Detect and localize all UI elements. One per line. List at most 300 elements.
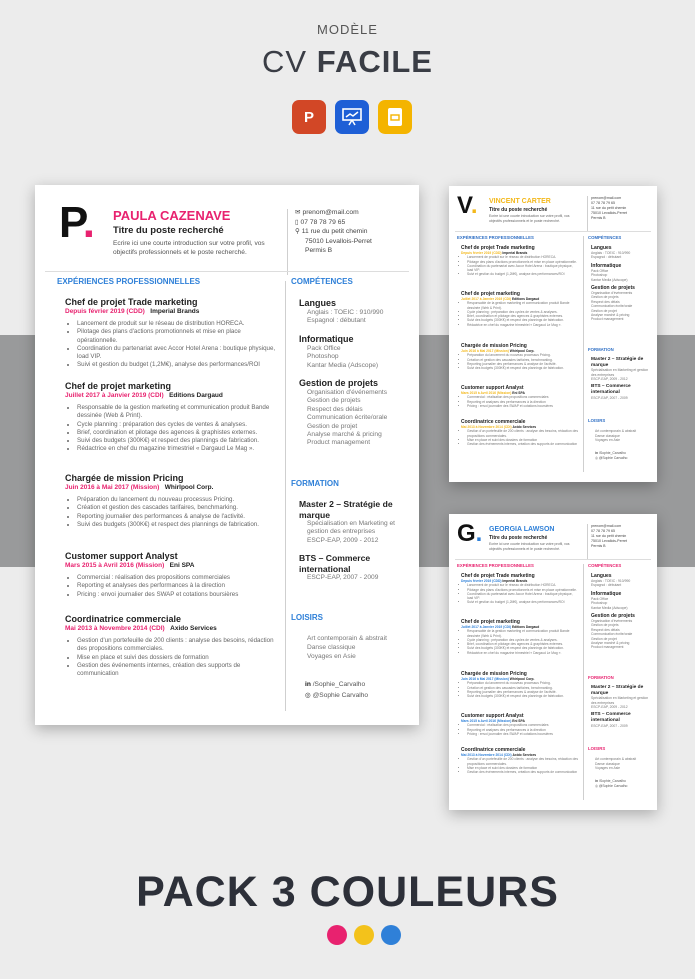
address-line-2: 75010 Levallois-Perret: [305, 237, 372, 245]
job-bullet: • Brief, coordination et pilotage des agences & graphistes externes.: [467, 314, 579, 318]
linkedin-row: in /Sophie_Carvalho: [305, 681, 366, 688]
job-bullet: • Responsable de la gestion marketing et communication produit Bande dessinée (Web & Print).: [77, 404, 277, 420]
pink-dot: [327, 925, 347, 945]
skills-block: [591, 245, 653, 322]
job-date: Juillet 2017 à Janvier 2019 (CDI): [461, 297, 512, 301]
hobby-item: Art contemporain & abstrait: [595, 429, 637, 433]
cv-name: VINCENT CARTER: [489, 198, 551, 205]
job-date: Mai 2013 à Novembre 2014 (CDI): [461, 425, 512, 429]
job-bullet: • Création et gestion des cascades tarifaires, benchmarking.: [77, 504, 277, 512]
experience-heading: EXPÉRIENCES PROFESSIONNELLES: [57, 277, 201, 286]
job-bullet: • Reporting journalier des performances & analyse de l'activité.: [77, 513, 277, 521]
skill-item: Photoshop: [307, 353, 339, 361]
phone: 07 78 78 79 65: [591, 529, 615, 533]
job-date: Juin 2016 à Mai 2017 (Mission): [65, 484, 160, 491]
job-company: Editions Dargaud: [511, 297, 540, 301]
job-bullet: • Préparation du lancement du nouveau processus Pricing.: [467, 353, 579, 357]
hobby-item: Voyages en Asie: [307, 653, 356, 661]
job-company: Whirlpool Corp.: [164, 484, 214, 491]
job-meta: [65, 562, 277, 570]
hobbies-heading: LOISIRS: [588, 746, 606, 751]
job-meta: [65, 308, 277, 316]
job-bullets: [461, 255, 579, 276]
job-bullets: [65, 320, 277, 369]
skill-group: [299, 377, 414, 448]
job-bullet: • Coordination du partenariat avec Accor Hotel Arena : boutique physique, load VIP.: [467, 264, 579, 273]
address-row: ⚲ 11 rue du petit chemin: [295, 228, 368, 235]
header-title: CV FACILE: [262, 44, 433, 79]
job-entry: [461, 291, 579, 343]
job-date: Mai 2013 à Novembre 2014 (CDI): [461, 753, 512, 757]
column-divider: [583, 564, 584, 800]
job-entry: [461, 245, 579, 291]
contact-divider: [587, 524, 588, 560]
skill-group-title: Informatique: [591, 262, 622, 269]
address-line-1: 11 rue du petit chemin: [591, 206, 627, 210]
main-cv-page: [35, 185, 419, 725]
job-title: Customer support Analyst: [461, 713, 524, 719]
instagram-row: ◎ @Sophie Carvalho: [595, 784, 628, 789]
job-company: Editions Dargaud: [511, 625, 540, 629]
education-item: ESCP-EAP, 2007 - 2009: [307, 574, 379, 582]
education-item: ESCP-EAP, 2007 - 2009: [591, 723, 628, 728]
experience-heading: EXPÉRIENCES PROFESSIONNELLES: [457, 235, 534, 240]
job-entry: [461, 419, 579, 446]
job-date: Juin 2016 à Mai 2017 (Mission): [461, 349, 509, 353]
skill-item: Gestion de projets: [591, 295, 619, 300]
job-bullet: • Pilotage des plans d'actions promotionnels et mise en place opérationnelle.: [77, 328, 277, 344]
hobbies-block: [595, 429, 636, 443]
job-bullet: • Suivi des budgets (300K€) et respect des plannings de fabrication.: [467, 694, 579, 698]
skill-item: Analyse marché & pricing: [591, 641, 630, 646]
job-bullet: • Gestion des événements internes, création des supports de communication: [77, 662, 277, 678]
job-bullet: • Gestion d'un portefeuille de 200 clients : analyse des besoins, rédaction des propositions commerciales.: [467, 757, 579, 766]
jobs-list: [65, 297, 277, 678]
cv-intro: Ecrire ici une courte introduction sur votre profil, vos objectifs professionnels et le poste recherché.: [489, 214, 570, 223]
job-bullets: [461, 429, 579, 446]
education-item: ESCP-EAP, 2009 - 2012: [591, 705, 628, 709]
social-block: [595, 779, 627, 789]
linkedin-icon: in: [595, 451, 599, 455]
job-entry: [65, 551, 277, 614]
skill-group-title: Informatique: [299, 333, 354, 344]
job-date: Juillet 2017 à Janvier 2019 (CDI): [65, 392, 164, 399]
job-bullet: • Commercial : réalisation des propositions commerciales: [77, 574, 277, 582]
job-bullet: • Commercial : réalisation des propositions commerciales: [467, 723, 579, 727]
mail-icon: ✉: [295, 209, 303, 216]
linkedin-row: in /Sophie_Carvalho: [595, 451, 626, 455]
job-company: Whirlpool Corp.: [509, 677, 535, 681]
linkedin-icon: in: [595, 779, 599, 783]
education-title: Master 2 – Stratégie de marque: [299, 499, 393, 520]
skill-item: Pack Office: [307, 344, 341, 352]
skills-heading: COMPÉTENCES: [588, 563, 622, 568]
job-bullet: • Suivi et gestion du budget (1,2M€), analyse des performances/ROI: [467, 600, 579, 604]
job-bullets: [461, 353, 579, 370]
job-bullet: • Rédactrice en chef du magazine trimestriel « Dargaud Le Mag ».: [467, 323, 579, 327]
hobby-item: Voyages en Asie: [595, 766, 621, 771]
job-title: Chargée de mission Pricing: [461, 343, 527, 349]
cv-logo-initial: P.: [59, 198, 95, 247]
job-bullet: • Pricing : envoi journalier des SWAP et cotations boursières: [77, 591, 277, 599]
skill-item: Product management: [591, 645, 624, 650]
job-title: Coordinatrice commerciale: [65, 614, 182, 624]
job-bullets: [461, 583, 579, 604]
job-entry: [65, 473, 277, 551]
job-bullet: • Reporting journalier des performances & analyse de l'activité.: [467, 690, 579, 694]
job-bullet: • Reporting journalier des performances & analyse de l'activité.: [467, 362, 579, 366]
education-title: Master 2 – Stratégie de marque: [591, 357, 644, 368]
phone-row: ▯ 07 78 78 79 65: [295, 218, 346, 226]
social-block: [305, 679, 368, 701]
job-company: Axido Services: [170, 625, 217, 632]
job-bullet: • Coordination du partenariat avec Accor Hotel Arena : boutique physique, load VIP.: [77, 345, 277, 361]
education-heading: FORMATION: [588, 675, 614, 680]
cv-logo-initial: G.: [457, 520, 483, 547]
address-line-1: 11 rue du petit chemin: [591, 534, 627, 538]
job-bullet: • Pricing : envoi journalier des SWAP et cotations boursières: [467, 732, 579, 736]
address-line-2: 75010 Levallois-Perret: [591, 539, 627, 543]
education-block: [591, 685, 653, 728]
top-rule: [455, 231, 651, 232]
job-bullet: • Préparation du lancement du nouveau processus Pricing.: [467, 681, 579, 685]
job-entry: [461, 619, 579, 671]
skill-item: Kantar Media (Adscope): [591, 605, 628, 610]
email: prenom@mail.com: [591, 196, 622, 200]
linkedin-row: in /Sophie_Carvalho: [595, 779, 626, 783]
skill-item: Respect des délais: [591, 627, 620, 632]
job-meta: [65, 484, 277, 492]
job-title: Chargée de mission Pricing: [65, 473, 184, 483]
job-bullet: • Création et gestion des cascades tarifaires, benchmarking.: [467, 686, 579, 690]
job-date: Mars 2015 à Avril 2016 (Mission): [65, 562, 165, 569]
education-heading: FORMATION: [588, 347, 614, 352]
top-rule: [45, 271, 409, 272]
job-company: Imperial Brands: [502, 579, 528, 583]
education-item: Spécialisation en Marketing et gestion des entreprises: [307, 520, 395, 536]
education-item: ESCP-EAP, 2009 - 2012: [591, 377, 628, 381]
job-bullet: • Commercial : réalisation des propositions commerciales: [467, 395, 579, 399]
hobbies-heading: LOISIRS: [588, 418, 606, 423]
job-bullet: • Lancement de produit sur le réseau de distribution HORECA.: [467, 255, 579, 259]
color-dots: [327, 925, 401, 945]
skill-group-title: Gestion de projets: [299, 378, 379, 389]
hobbies-block: [307, 634, 387, 662]
skill-group-title: Langues: [591, 245, 612, 251]
cv-name: PAULA CAZENAVE: [113, 208, 231, 223]
job-bullet: • Gestion d'un portefeuille de 200 clients : analyse des besoins, rédaction des propositions commerciales.: [77, 637, 277, 653]
jobs-list: [461, 573, 579, 774]
skill-item: Pack Office: [591, 268, 609, 273]
instagram-icon: ◎: [305, 692, 311, 699]
job-bullet: • Suivi et gestion du budget (1,2M€), analyse des performances/ROI: [77, 361, 277, 369]
cv-job-title: Titre du poste recherché: [489, 535, 548, 541]
hobby-item: Art contemporain & abstrait: [307, 635, 387, 642]
location-icon: ⚲: [295, 228, 302, 235]
job-bullet: • Rédactrice en chef du magazine trimestriel « Dargaud Le Mag ».: [467, 651, 579, 655]
job-title: Chef de projet marketing: [461, 291, 520, 297]
skill-item: Anglais : TOEIC : 910/990: [591, 251, 631, 255]
job-bullet: • Suivi des budgets (300K€) et respect des plannings de fabrication.: [77, 521, 277, 529]
job-title: Chef de projet marketing: [65, 381, 172, 391]
instagram-row: ◎ @Sophie Carvalho: [305, 692, 369, 699]
column-divider: [583, 236, 584, 472]
hobby-item: Danse classique: [595, 761, 620, 766]
job-date: Mars 2015 à Avril 2016 (Mission): [461, 719, 512, 723]
job-bullet: • Cycle planning : préparation des cycles de ventes & analyses.: [467, 638, 579, 642]
job-bullet: • Rédactrice en chef du magazine trimestriel « Dargaud Le Mag ».: [77, 445, 277, 453]
job-bullet: • Cycle planning : préparation des cycles de ventes & analyses.: [467, 310, 579, 314]
job-bullets: [65, 496, 277, 529]
job-bullet: • Responsable de la gestion marketing et communication produit Bande dessinée (Web & Print).: [467, 301, 579, 310]
skill-item: Photoshop: [591, 273, 608, 278]
contact-divider: [287, 209, 288, 275]
job-bullet: • Coordination du partenariat avec Accor Hotel Arena : boutique physique, load VIP.: [467, 592, 579, 601]
job-bullet: • Suivi des budgets (300K€) et respect des plannings de fabrication.: [467, 366, 579, 370]
phone-icon: ▯: [295, 218, 301, 226]
job-meta: [65, 392, 277, 400]
job-bullets: [65, 574, 277, 599]
license: Permis B: [591, 544, 606, 548]
job-bullet: • Suivi des budgets (300K€) et respect des plannings de fabrication.: [467, 318, 579, 322]
job-company: Eni SPA: [512, 719, 525, 723]
skill-item: Anglais : TOEIC : 910/990: [591, 579, 631, 583]
skill-item: Pack Office: [591, 596, 609, 601]
skill-item: Respect des délais: [307, 405, 363, 413]
jobs-list: [461, 245, 579, 446]
job-date: Juin 2016 à Mai 2017 (Mission): [461, 677, 509, 681]
job-title: Chef de projet Trade marketing: [65, 297, 198, 307]
education-block: [299, 499, 414, 583]
hobby-item: Voyages en Asie: [595, 438, 621, 443]
job-bullets: [461, 301, 579, 327]
job-bullet: • Pricing : envoi journalier des SWAP et cotations boursières: [467, 404, 579, 408]
job-bullets: [461, 757, 579, 774]
job-bullet: • Création et gestion des cascades tarifaires, benchmarking.: [467, 358, 579, 362]
job-bullets: [461, 629, 579, 655]
header-subtitle: MODÈLE: [317, 22, 378, 37]
address-line-2: 75010 Levallois-Perret: [591, 211, 627, 215]
column-divider: [285, 281, 286, 711]
skill-item: Kantar Media (Adscope): [591, 277, 628, 282]
job-bullet: • Gestion d'un portefeuille de 200 clients : analyse des besoins, rédaction des propositions commerciales.: [467, 429, 579, 438]
education-heading: FORMATION: [291, 479, 339, 488]
license: Permis B: [305, 247, 333, 254]
job-title: Chef de projet Trade marketing: [461, 573, 535, 579]
job-date: Depuis février 2019 (CDD): [461, 579, 502, 583]
job-company: Eni SPA: [169, 562, 195, 569]
education-item: Spécialisation en Marketing et gestion des entreprises: [591, 368, 649, 377]
job-entry: [461, 573, 579, 619]
skill-group-title: Informatique: [591, 590, 622, 597]
job-entry: [461, 713, 579, 747]
job-bullet: • Suivi des budgets (300K€) et respect des plannings de fabrication.: [467, 646, 579, 650]
job-entry: [461, 385, 579, 419]
cv-name: GEORGIA LAWSON: [489, 526, 555, 533]
skill-item: Photoshop: [591, 601, 608, 606]
skill-item: Product management: [591, 317, 624, 322]
powerpoint-icon: P: [292, 100, 326, 134]
job-company: Eni SPA: [512, 391, 525, 395]
social-block: [595, 451, 627, 461]
skill-item: Espagnol : débutant: [307, 317, 366, 325]
education-title: Master 2 – Stratégie de marque: [591, 685, 644, 696]
job-entry: [461, 343, 579, 385]
job-title: Chargée de mission Pricing: [461, 671, 527, 677]
skill-item: Communication écrite/orale: [591, 304, 633, 309]
job-entry: [461, 671, 579, 713]
app-icons: [292, 100, 412, 134]
job-bullet: • Lancement de produit sur le réseau de distribution HORECA.: [467, 583, 579, 587]
instagram-icon: ◎: [595, 456, 598, 461]
job-company: Axido Services: [512, 425, 537, 429]
skill-item: Espagnol : débutant: [591, 583, 622, 588]
email: prenom@mail.com: [591, 524, 622, 528]
skill-group-title: Gestion de projets: [591, 613, 635, 620]
education-entry: [299, 553, 414, 582]
job-bullet: • Brief, coordination et pilotage des agences & graphistes externes.: [77, 429, 277, 437]
job-title: Coordinatrice commerciale: [461, 419, 526, 425]
education-block: [591, 357, 653, 400]
top-rule: [455, 559, 651, 560]
skills-block: [591, 573, 653, 650]
job-bullet: • Pilotage des plans d'actions promotionnels et mise en place opérationnelle.: [467, 260, 579, 264]
skill-item: Organisation d'événements: [591, 619, 633, 624]
job-bullet: • Suivi des budgets (300K€) et respect des plannings de fabrication.: [77, 437, 277, 445]
job-date: Mars 2015 à Avril 2016 (Mission): [461, 391, 512, 395]
contact-block: [591, 524, 627, 549]
job-bullet: • Responsable de la gestion marketing et communication produit Bande dessinée (Web & Print).: [467, 629, 579, 638]
job-company: Imperial Brands: [150, 308, 200, 315]
job-entry: [461, 747, 579, 774]
license: Permis B: [591, 216, 606, 220]
yellow-dot: [354, 925, 374, 945]
cv-intro: Ecrire ici une courte introduction sur votre profil, vos objectifs professionnels et le poste recherché.: [113, 240, 265, 256]
skill-item: Gestion de projet: [591, 308, 617, 313]
education-title: BTS – Commerce international: [591, 712, 631, 723]
job-bullet: • Gestion des événements internes, création des supports de communication: [467, 442, 579, 446]
job-title: Customer support Analyst: [65, 551, 178, 561]
hobbies-block: [595, 757, 636, 771]
blue-dot: [381, 925, 401, 945]
job-bullet: • Reporting et analyses des performances à la direction: [467, 400, 579, 404]
job-bullets: [65, 404, 277, 453]
job-bullet: • Préparation du lancement du nouveau processus Pricing.: [77, 496, 277, 504]
skill-group-title: Gestion de projets: [591, 285, 635, 292]
job-bullets: [461, 723, 579, 736]
cv-variant-yellow: [449, 186, 657, 482]
job-date: Juillet 2017 à Janvier 2019 (CDI): [461, 625, 512, 629]
hobby-item: Art contemporain & abstrait: [595, 757, 637, 761]
contact-block: [591, 196, 627, 221]
skill-item: Organisation d'événements: [591, 291, 633, 296]
keynote-icon: [335, 100, 369, 134]
skill-item: Product management: [307, 439, 371, 447]
job-title: Coordinatrice commerciale: [461, 747, 526, 753]
job-company: Axido Services: [512, 753, 537, 757]
skill-group: [299, 297, 414, 326]
job-bullet: • Cycle planning : préparation des cycles de ventes & analyses.: [77, 421, 277, 429]
skills-heading: COMPÉTENCES: [291, 277, 353, 286]
job-bullet: • Pilotage des plans d'actions promotionnels et mise en place opérationnelle.: [467, 588, 579, 592]
job-bullet: • Suivi et gestion du budget (1,2M€), analyse des performances/ROI: [467, 272, 579, 276]
education-item: ESCP-EAP, 2007 - 2009: [591, 395, 628, 400]
job-company: Editions Dargaud: [169, 392, 223, 399]
job-meta: [65, 625, 277, 633]
job-entry: [65, 614, 277, 678]
job-company: Whirlpool Corp.: [509, 349, 535, 353]
skill-item: Gestion de projets: [591, 623, 619, 628]
job-company: Imperial Brands: [502, 251, 528, 255]
hobby-item: Danse classique: [595, 433, 620, 438]
email-row: ✉ prenom@mail.com: [295, 209, 359, 216]
job-date: Depuis février 2019 (CDD): [461, 251, 502, 255]
skill-item: Kantar Media (Adscope): [307, 361, 379, 369]
skill-item: Gestion de projet: [307, 422, 358, 430]
cv-variant-blue: [449, 514, 657, 810]
job-date: Mai 2013 à Novembre 2014 (CDI): [65, 625, 165, 632]
job-bullet: • Mise en place et suivi des dossiers de formation: [467, 766, 579, 770]
google-slides-icon: [378, 100, 412, 134]
skills-heading: COMPÉTENCES: [588, 235, 622, 240]
instagram-row: ◎ @Sophie Carvalho: [595, 456, 628, 461]
job-bullet: • Reporting et analyses des performances à la direction: [467, 728, 579, 732]
job-bullet: • Brief, coordination et pilotage des agences & graphistes externes.: [467, 642, 579, 646]
job-bullet: • Reporting et analyses des performances à la direction: [77, 582, 277, 590]
job-title: Customer support Analyst: [461, 385, 524, 391]
skill-item: Espagnol : débutant: [591, 255, 622, 260]
experience-heading: EXPÉRIENCES PROFESSIONNELLES: [457, 563, 534, 568]
skill-group: [299, 333, 414, 370]
job-title: Chef de projet Trade marketing: [461, 245, 535, 251]
phone: 07 78 78 79 65: [591, 201, 615, 205]
hobbies-heading: LOISIRS: [291, 613, 324, 622]
skill-item: Gestion de projets: [307, 397, 361, 405]
instagram-icon: ◎: [595, 784, 598, 789]
job-bullets: [65, 637, 277, 678]
education-item: Spécialisation en Marketing et gestion des entreprises: [591, 696, 649, 705]
skill-item: Anglais : TOEIC : 910/990: [307, 309, 384, 316]
contact-block: [295, 208, 372, 256]
skill-item: Gestion de projet: [591, 636, 617, 641]
cv-job-title: Titre du poste recherché: [113, 225, 224, 236]
education-title: BTS – Commerce international: [299, 553, 371, 574]
cv-intro: Ecrire ici une courte introduction sur votre profil, vos objectifs professionnels et le poste recherché.: [489, 542, 570, 551]
job-bullet: • Lancement de produit sur le réseau de distribution HORECA.: [77, 320, 277, 328]
job-bullet: • Gestion des événements internes, création des supports de communication: [467, 770, 579, 774]
skill-item: Analyse marché & pricing: [591, 313, 630, 318]
job-entry: [65, 297, 277, 381]
cv-job-title: Titre du poste recherché: [489, 207, 548, 213]
job-bullet: • Mise en place et suivi des dossiers de formation: [467, 438, 579, 442]
education-item: ESCP-EAP, 2009 - 2012: [307, 536, 379, 544]
job-bullet: • Mise en place et suivi des dossiers de formation: [77, 654, 277, 662]
skill-item: Organisation d'événements: [307, 389, 388, 397]
linkedin-icon: in: [305, 681, 311, 688]
skills-block: [299, 297, 414, 448]
skill-item: Respect des délais: [591, 299, 620, 304]
skill-item: Communication écrite/orale: [307, 414, 388, 422]
skill-group-title: Langues: [299, 298, 337, 308]
skill-item: Communication écrite/orale: [591, 632, 633, 637]
job-title: Chef de projet marketing: [461, 619, 520, 625]
job-bullets: [461, 395, 579, 408]
skill-group-title: Langues: [591, 573, 612, 579]
hobby-item: Danse classique: [307, 644, 356, 652]
pack-title: PACK 3 COULEURS: [136, 868, 559, 916]
job-date: Depuis février 2019 (CDD): [65, 308, 145, 315]
job-entry: [65, 381, 277, 473]
